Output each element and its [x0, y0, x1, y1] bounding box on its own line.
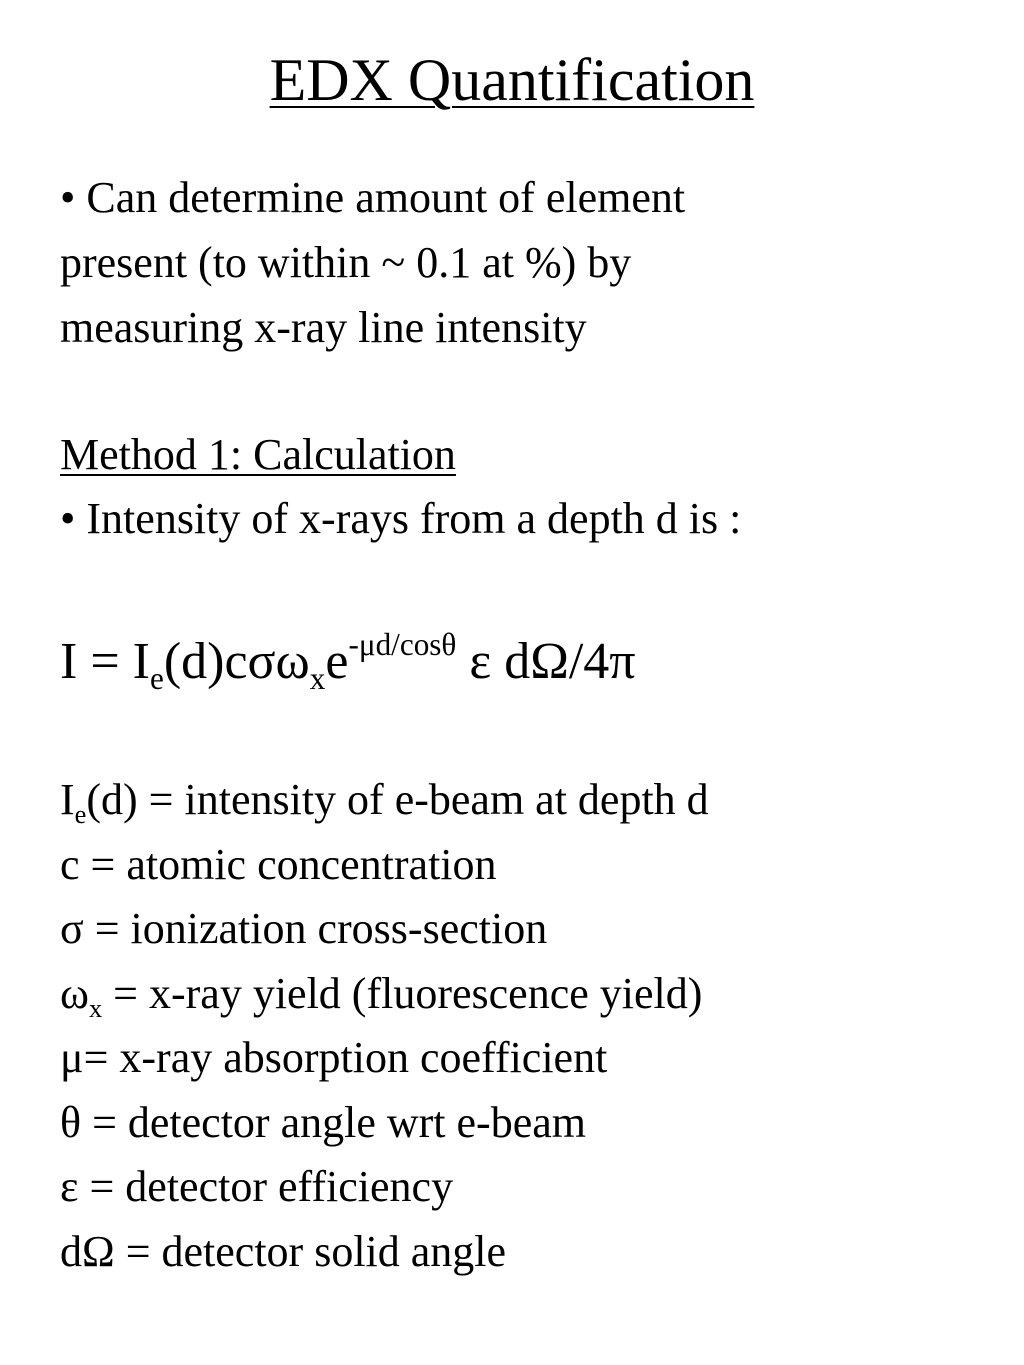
definition-row: $I_e(d)$ = intensity of e-beam at depth d	[60, 775, 709, 830]
intro-line-2: present (to within ~ 0.1 at %) by	[60, 238, 632, 287]
page-title: EDX Quantification	[269, 47, 755, 113]
bullet: •	[60, 173, 76, 222]
method-bullet-line: • Intensity of x-rays from a depth d is :	[60, 494, 742, 543]
definition-row: c = atomic concentration	[60, 839, 497, 889]
bullet: •	[60, 494, 76, 543]
definition-row: dΩ = detector solid angle	[60, 1226, 507, 1276]
intro-line-1: • Can determine amount of element	[60, 173, 686, 222]
intro-paragraph	[60, 165, 960, 360]
definitions-list	[60, 768, 709, 1284]
intensity-formula: $I = I_e(d)c\sigma\omega_xe^{-\mu d/cos\theta}$ ε dΩ/4π	[60, 626, 636, 696]
intro-line-3: measuring x-ray line intensity	[60, 303, 587, 352]
method-heading: Method 1: Calculation	[60, 430, 456, 479]
definition-row: σ = ionization cross-section	[60, 904, 548, 953]
definition-row: μ= x-ray absorption coefficient	[60, 1033, 608, 1082]
definition-row: θ = detector angle wrt e-beam	[60, 1097, 586, 1147]
method-section	[60, 423, 741, 551]
definition-row: $\omega_x = x-ray$ yield (fluorescence yield)	[60, 968, 703, 1023]
definition-row: ε = detector efficiency	[60, 1162, 454, 1211]
